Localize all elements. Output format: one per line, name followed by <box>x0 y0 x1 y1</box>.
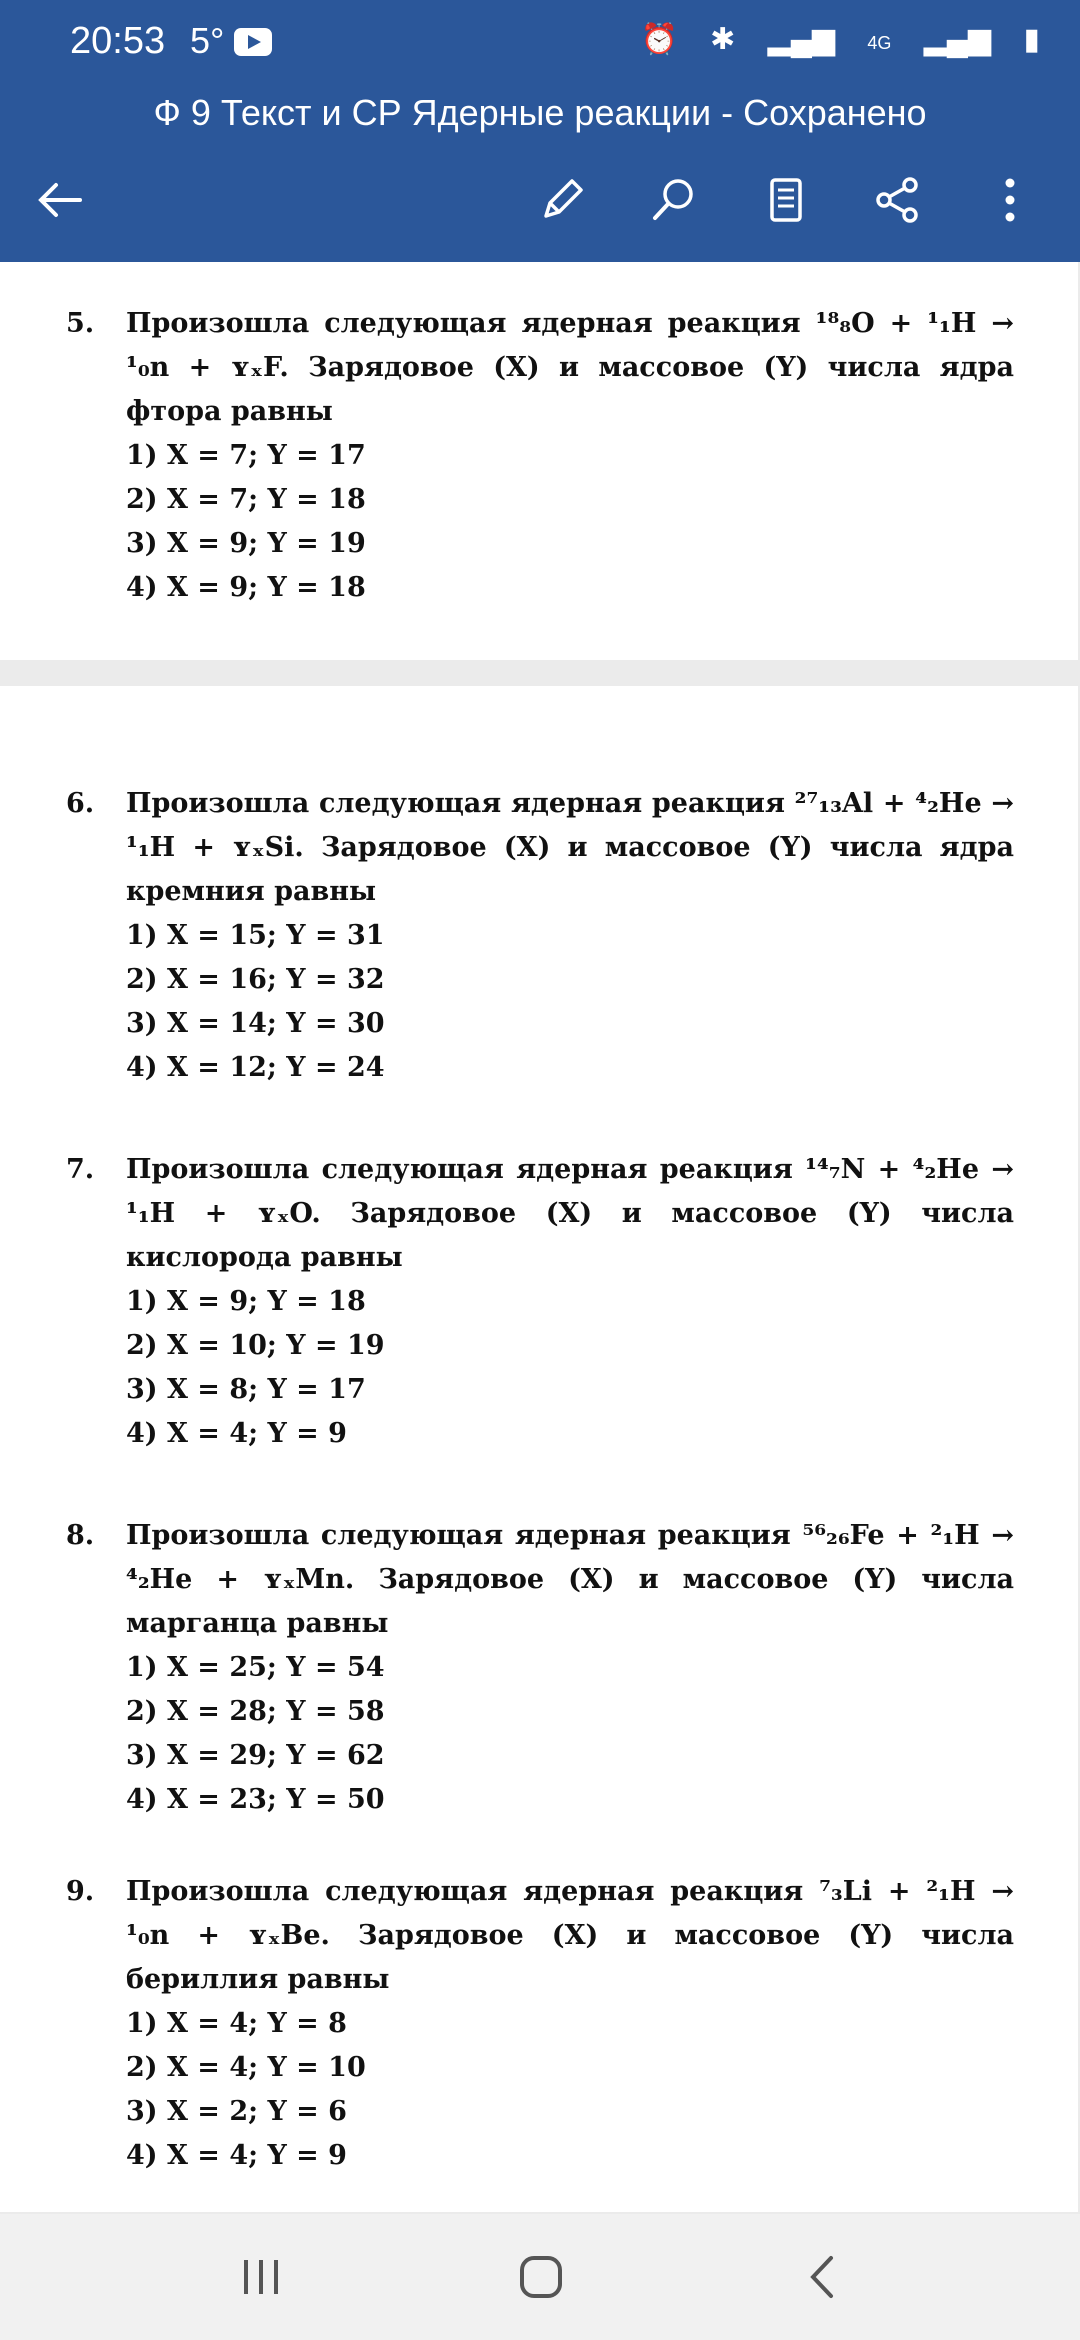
share-icon[interactable] <box>868 170 928 230</box>
more-vertical-icon[interactable] <box>980 170 1040 230</box>
answer-option: 3) X = 2; Y = 6 <box>126 2096 347 2127</box>
answer-option: 4) X = 9; Y = 18 <box>126 572 366 603</box>
question-8 <box>66 1514 1014 1822</box>
answer-option: 1) X = 25; Y = 54 <box>126 1652 385 1683</box>
answer-option: 4) X = 4; Y = 9 <box>126 2140 347 2171</box>
answer-option: 3) X = 9; Y = 19 <box>126 528 366 559</box>
question-number: 8. <box>66 1520 95 1551</box>
question-text: Произошла следующая ядерная реакция ⁷₃Li + ²₁H → ¹₀n + ʏₓBe. Зарядовое (X) и массовое (Y) числа бериллия равны <box>126 1876 1014 1995</box>
answer-options <box>126 914 1014 1090</box>
answer-options <box>126 1646 1014 1822</box>
answer-option: 4) X = 23; Y = 50 <box>126 1784 385 1815</box>
question-6 <box>66 782 1014 1090</box>
question-number: 6. <box>66 788 95 819</box>
answer-option: 2) X = 10; Y = 19 <box>126 1330 385 1361</box>
question-text: Произошла следующая ядерная реакция ¹⁴₇N + ⁴₂He → ¹₁H + ʏₓO. Зарядовое (X) и массовое (Y) числа кислорода равны <box>126 1154 1014 1273</box>
signal-icon-2: ▂▄▆ <box>923 23 992 56</box>
answer-option: 4) X = 4; Y = 9 <box>126 1418 347 1449</box>
question-7 <box>66 1148 1014 1456</box>
answer-option: 3) X = 8; Y = 17 <box>126 1374 366 1405</box>
system-nav-bar <box>0 2214 1080 2340</box>
network-type-label: 4G <box>867 33 892 53</box>
home-icon[interactable] <box>506 2244 576 2310</box>
answer-options <box>126 434 1014 610</box>
back-chevron-icon[interactable] <box>788 2244 858 2310</box>
app-bar <box>0 0 1080 262</box>
answer-option: 1) X = 9; Y = 18 <box>126 1286 366 1317</box>
status-time: 20:53 <box>70 20 166 62</box>
alarm-icon: ⏰ <box>640 23 678 56</box>
question-number: 7. <box>66 1154 95 1185</box>
battery-icon: ▮ <box>1023 23 1040 56</box>
back-arrow-icon[interactable] <box>30 170 90 230</box>
answer-option: 3) X = 14; Y = 30 <box>126 1008 385 1039</box>
question-5 <box>66 302 1014 610</box>
answer-option: 2) X = 28; Y = 58 <box>126 1696 385 1727</box>
answer-option: 1) X = 15; Y = 31 <box>126 920 385 951</box>
status-temperature: 5° <box>190 20 225 61</box>
answer-option: 4) X = 12; Y = 24 <box>126 1052 385 1083</box>
document-title: Ф 9 Текст и СР Ядерные реакции - Сохранено <box>153 92 927 133</box>
pencil-icon[interactable] <box>532 170 592 230</box>
status-bar <box>0 0 1080 86</box>
recents-icon[interactable] <box>226 2244 296 2310</box>
answer-option: 1) X = 7; Y = 17 <box>126 440 366 471</box>
youtube-icon <box>234 28 272 56</box>
answer-option: 2) X = 4; Y = 10 <box>126 2052 366 2083</box>
answer-option: 1) X = 4; Y = 8 <box>126 2008 347 2039</box>
question-text: Произошла следующая ядерная реакция ²⁷₁₃Al + ⁴₂He → ¹₁H + ʏₓSi. Зарядовое (X) и массовое (Y) числа ядра кремния равны <box>126 788 1014 907</box>
answer-option: 2) X = 16; Y = 32 <box>126 964 385 995</box>
answer-option: 2) X = 7; Y = 18 <box>126 484 366 515</box>
answer-options <box>126 1280 1014 1456</box>
question-text: Произошла следующая ядерная реакция ¹⁸₈O + ¹₁H → ¹₀n + ʏₓF. Зарядовое (X) и массовое (Y) числа ядра фтора равны <box>126 308 1014 427</box>
answer-options <box>126 2002 1014 2178</box>
question-9 <box>66 1870 1014 2178</box>
question-number: 5. <box>66 308 95 339</box>
search-icon[interactable] <box>644 170 704 230</box>
reading-view-icon[interactable] <box>756 170 816 230</box>
signal-icon: ▂▄▆ <box>767 23 836 56</box>
status-icons <box>616 22 1040 57</box>
bluetooth-icon: ✱ <box>710 23 736 56</box>
answer-option: 3) X = 29; Y = 62 <box>126 1740 385 1771</box>
question-text: Произошла следующая ядерная реакция ⁵⁶₂₆Fe + ²₁H → ⁴₂He + ʏₓMn. Зарядовое (X) и массовое (Y) числа марганца равны <box>126 1520 1014 1639</box>
question-number: 9. <box>66 1876 95 1907</box>
